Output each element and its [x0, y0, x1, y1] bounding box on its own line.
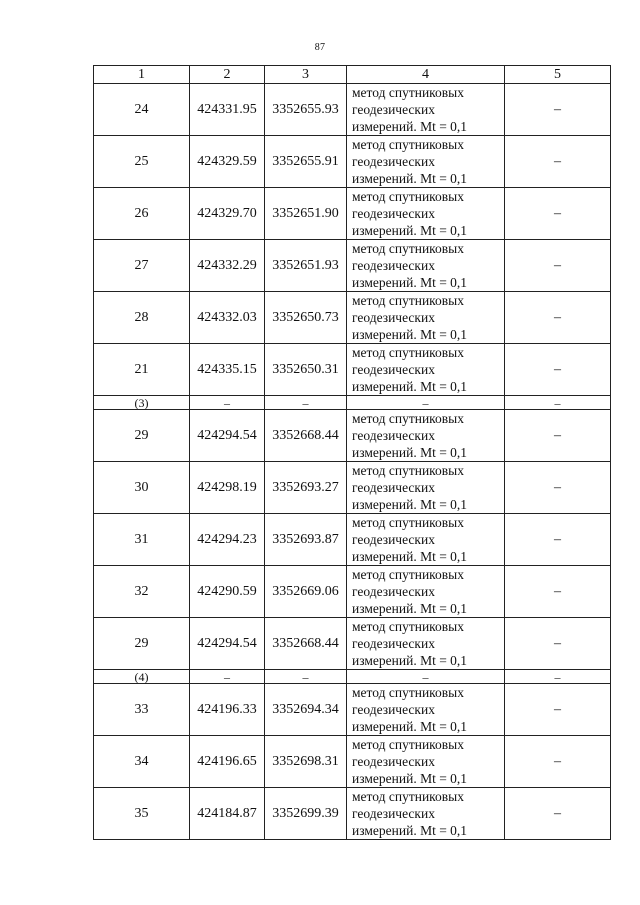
- x-coordinate-cell: 424298.19: [190, 462, 265, 514]
- x-coordinate-cell: 424294.23: [190, 514, 265, 566]
- table-row: [94, 240, 611, 292]
- x-coordinate-cell: 424196.33: [190, 684, 265, 736]
- method-line: геодезических: [352, 480, 435, 495]
- dash-cell: –: [505, 396, 611, 410]
- method-cell: [347, 684, 505, 736]
- table-row: [94, 514, 611, 566]
- method-line: метод спутниковых: [352, 685, 464, 700]
- error-cell: –: [505, 292, 611, 344]
- method-line: метод спутниковых: [352, 515, 464, 530]
- error-cell: –: [505, 188, 611, 240]
- method-cell: [347, 240, 505, 292]
- dash-cell: –: [265, 396, 347, 410]
- method-line: метод спутниковых: [352, 567, 464, 582]
- table-row: [94, 188, 611, 240]
- y-coordinate-cell: 3352651.93: [265, 240, 347, 292]
- method-line: измерений. Mt = 0,1: [352, 771, 468, 786]
- method-line: метод спутниковых: [352, 789, 464, 804]
- error-cell: –: [505, 566, 611, 618]
- method-line: метод спутниковых: [352, 189, 464, 204]
- method-line: метод спутниковых: [352, 241, 464, 256]
- section-separator-row: [94, 670, 611, 684]
- method-line: метод спутниковых: [352, 411, 464, 426]
- table-row: [94, 736, 611, 788]
- point-number-cell: 35: [94, 788, 190, 840]
- y-coordinate-cell: 3352693.87: [265, 514, 347, 566]
- method-line: метод спутниковых: [352, 463, 464, 478]
- point-number-cell: 32: [94, 566, 190, 618]
- method-line: измерений. Mt = 0,1: [352, 171, 468, 186]
- method-line: геодезических: [352, 310, 435, 325]
- point-number-cell: 31: [94, 514, 190, 566]
- method-cell: [347, 462, 505, 514]
- point-number-cell: 29: [94, 410, 190, 462]
- error-cell: –: [505, 344, 611, 396]
- x-coordinate-cell: 424184.87: [190, 788, 265, 840]
- method-line: геодезических: [352, 754, 435, 769]
- method-cell: [347, 292, 505, 344]
- error-cell: –: [505, 410, 611, 462]
- y-coordinate-cell: 3352650.31: [265, 344, 347, 396]
- method-cell: [347, 344, 505, 396]
- method-line: измерений. Mt = 0,1: [352, 549, 468, 564]
- table-row: [94, 410, 611, 462]
- dash-cell: –: [190, 396, 265, 410]
- error-cell: –: [505, 736, 611, 788]
- method-cell: [347, 136, 505, 188]
- error-cell: –: [505, 240, 611, 292]
- method-line: геодезических: [352, 258, 435, 273]
- y-coordinate-cell: 3352698.31: [265, 736, 347, 788]
- table-row: [94, 462, 611, 514]
- section-label: (4): [94, 670, 190, 684]
- dash-cell: –: [347, 670, 505, 684]
- method-line: геодезических: [352, 702, 435, 717]
- x-coordinate-cell: 424294.54: [190, 410, 265, 462]
- header-cell-3: 3: [265, 66, 347, 84]
- y-coordinate-cell: 3352650.73: [265, 292, 347, 344]
- method-cell: [347, 566, 505, 618]
- method-line: геодезических: [352, 206, 435, 221]
- error-cell: –: [505, 514, 611, 566]
- table-body: [94, 84, 611, 840]
- x-coordinate-cell: 424329.59: [190, 136, 265, 188]
- point-number-cell: 21: [94, 344, 190, 396]
- point-number-cell: 33: [94, 684, 190, 736]
- method-line: измерений. Mt = 0,1: [352, 823, 468, 838]
- x-coordinate-cell: 424331.95: [190, 84, 265, 136]
- method-line: геодезических: [352, 428, 435, 443]
- point-number-cell: 34: [94, 736, 190, 788]
- method-line: геодезических: [352, 636, 435, 651]
- method-line: геодезических: [352, 102, 435, 117]
- dash-cell: –: [190, 670, 265, 684]
- method-cell: [347, 514, 505, 566]
- error-cell: –: [505, 788, 611, 840]
- y-coordinate-cell: 3352668.44: [265, 410, 347, 462]
- y-coordinate-cell: 3352651.90: [265, 188, 347, 240]
- y-coordinate-cell: 3352655.91: [265, 136, 347, 188]
- method-line: измерений. Mt = 0,1: [352, 497, 468, 512]
- x-coordinate-cell: 424332.03: [190, 292, 265, 344]
- point-number-cell: 29: [94, 618, 190, 670]
- method-cell: [347, 410, 505, 462]
- header-cell-1: 1: [94, 66, 190, 84]
- table-row: [94, 292, 611, 344]
- method-cell: [347, 618, 505, 670]
- method-line: метод спутниковых: [352, 293, 464, 308]
- method-line: измерений. Mt = 0,1: [352, 223, 468, 238]
- error-cell: –: [505, 84, 611, 136]
- x-coordinate-cell: 424294.54: [190, 618, 265, 670]
- point-number-cell: 27: [94, 240, 190, 292]
- method-cell: [347, 788, 505, 840]
- error-cell: –: [505, 462, 611, 514]
- y-coordinate-cell: 3352668.44: [265, 618, 347, 670]
- method-line: измерений. Mt = 0,1: [352, 719, 468, 734]
- y-coordinate-cell: 3352699.39: [265, 788, 347, 840]
- error-cell: –: [505, 136, 611, 188]
- header-cell-5: 5: [505, 66, 611, 84]
- method-line: метод спутниковых: [352, 737, 464, 752]
- dash-cell: –: [347, 396, 505, 410]
- method-line: метод спутниковых: [352, 345, 464, 360]
- method-line: измерений. Mt = 0,1: [352, 119, 468, 134]
- method-line: геодезических: [352, 584, 435, 599]
- section-label: (3): [94, 396, 190, 410]
- coordinates-table: [93, 65, 611, 840]
- method-line: геодезических: [352, 154, 435, 169]
- error-cell: –: [505, 618, 611, 670]
- method-line: метод спутниковых: [352, 137, 464, 152]
- header-row: [94, 66, 611, 84]
- table-row: [94, 344, 611, 396]
- x-coordinate-cell: 424290.59: [190, 566, 265, 618]
- header-cell-2: 2: [190, 66, 265, 84]
- point-number-cell: 24: [94, 84, 190, 136]
- y-coordinate-cell: 3352655.93: [265, 84, 347, 136]
- error-cell: –: [505, 684, 611, 736]
- x-coordinate-cell: 424329.70: [190, 188, 265, 240]
- method-cell: [347, 84, 505, 136]
- table-row: [94, 566, 611, 618]
- point-number-cell: 25: [94, 136, 190, 188]
- y-coordinate-cell: 3352669.06: [265, 566, 347, 618]
- point-number-cell: 26: [94, 188, 190, 240]
- page-number: 87: [314, 42, 326, 53]
- method-line: измерений. Mt = 0,1: [352, 379, 468, 394]
- method-cell: [347, 188, 505, 240]
- table-row: [94, 788, 611, 840]
- dash-cell: –: [505, 670, 611, 684]
- method-cell: [347, 736, 505, 788]
- x-coordinate-cell: 424332.29: [190, 240, 265, 292]
- point-number-cell: 30: [94, 462, 190, 514]
- point-number-cell: 28: [94, 292, 190, 344]
- table-row: [94, 684, 611, 736]
- header-cell-4: 4: [347, 66, 505, 84]
- method-line: измерений. Mt = 0,1: [352, 653, 468, 668]
- dash-cell: –: [265, 670, 347, 684]
- method-line: измерений. Mt = 0,1: [352, 445, 468, 460]
- method-line: измерений. Mt = 0,1: [352, 275, 468, 290]
- method-line: геодезических: [352, 532, 435, 547]
- method-line: измерений. Mt = 0,1: [352, 601, 468, 616]
- table-row: [94, 136, 611, 188]
- table-row: [94, 618, 611, 670]
- table-row: [94, 84, 611, 136]
- y-coordinate-cell: 3352693.27: [265, 462, 347, 514]
- method-line: геодезических: [352, 806, 435, 821]
- x-coordinate-cell: 424196.65: [190, 736, 265, 788]
- x-coordinate-cell: 424335.15: [190, 344, 265, 396]
- y-coordinate-cell: 3352694.34: [265, 684, 347, 736]
- method-line: метод спутниковых: [352, 619, 464, 634]
- section-separator-row: [94, 396, 611, 410]
- method-line: геодезических: [352, 362, 435, 377]
- method-line: измерений. Mt = 0,1: [352, 327, 468, 342]
- method-line: метод спутниковых: [352, 85, 464, 100]
